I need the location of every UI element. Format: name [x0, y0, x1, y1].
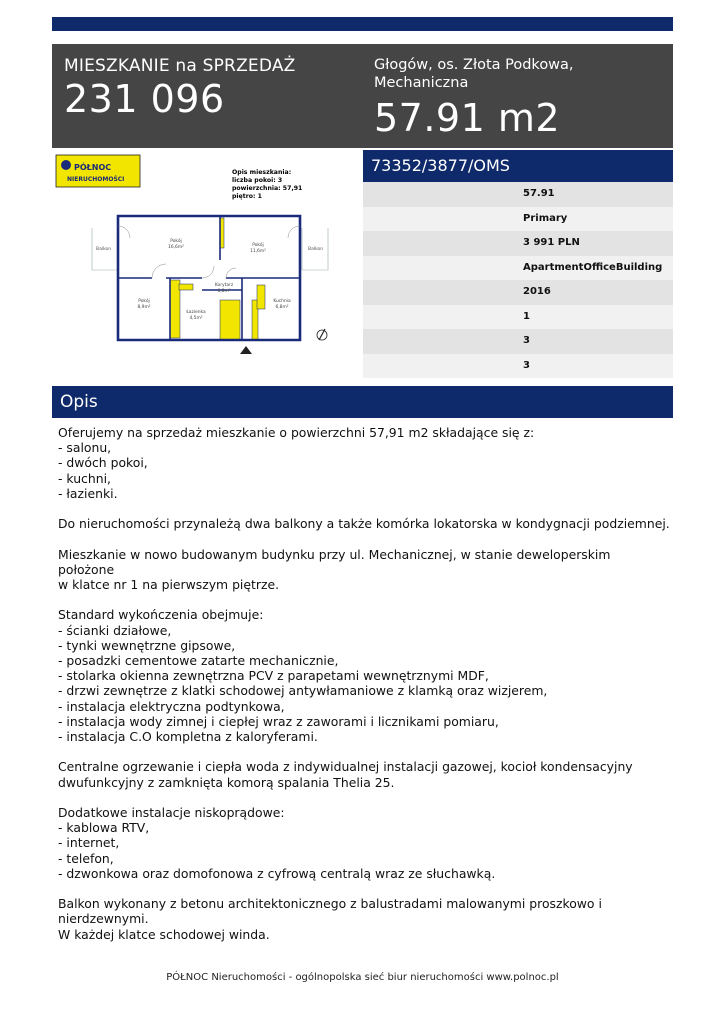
desc-line: - dwóch pokoi, [58, 455, 148, 471]
listing-location: Głogów, os. Złota Podkowa, Mechaniczna [374, 57, 574, 91]
desc-line: - ścianki działowe, [58, 622, 172, 638]
desc-line: Oferujemy na sprzedaż mieszkanie o powierzchni 57,91 m2 składające się z: [58, 425, 535, 440]
floor-plan [52, 150, 360, 374]
detail-row: 57.91 [363, 182, 673, 207]
page-footer: PÓŁNOC Nieruchomości - ogólnopolska sieć biur nieruchomości www.polnoc.pl [166, 972, 559, 983]
desc-line: - salonu, [58, 440, 112, 456]
desc-line: - instalacja elektryczna podtynkowa, [58, 698, 285, 714]
desc-line: - kablowa RTV, [58, 820, 150, 836]
desc-line: - internet, [58, 835, 120, 851]
header-right [374, 56, 664, 140]
plan-info-line: Opis mieszkania: [232, 169, 292, 176]
desc-line: Standard wykończenia obejmuje: [58, 607, 264, 623]
detail-row: ApartmentOfficeBuilding [363, 256, 673, 281]
desc-line: - instalacja wody zimnej i ciepłej wraz z zaworami i licznikami pomiaru, [58, 713, 499, 729]
detail-row: 1 [363, 305, 673, 330]
plan-walls [118, 216, 300, 340]
balkon-right-label: Balkon [308, 247, 324, 252]
details-panel [363, 150, 673, 378]
balconies [92, 228, 328, 270]
room-lazienka: Łazienka [186, 310, 206, 315]
desc-line: W każdej klatce schodowej winda. [58, 926, 270, 942]
detail-row: 3 [363, 329, 673, 354]
plan-info-line: piętro: 1 [232, 193, 262, 200]
listing-price: 231 096 [64, 77, 225, 121]
desc-line: dwufunkcyjny z zamknięta komorą spalania Thelia 25. [58, 774, 395, 790]
section-title: Opis [60, 392, 98, 412]
plan-info-line: powierzchnia: 57,91 [232, 185, 303, 192]
room-kuchnia: Kuchnia [273, 299, 291, 304]
desc-line: - tynki wewnętrzne gipsowe, [58, 637, 236, 653]
section-header [52, 386, 673, 418]
room-korytarz-area: 6,8m² [217, 289, 231, 294]
plan-fixtures [170, 218, 265, 340]
balkon-left-label: Balkon [96, 247, 112, 252]
detail-row: 3 [363, 354, 673, 379]
listing-ref: 73352/3877/OMS [363, 150, 673, 182]
desc-line: Dodatkowe instalacje niskoprądowe: [58, 805, 285, 820]
desc-line: - posadzki cementowe zatarte mechanicznie, [58, 653, 339, 668]
detail-row: Primary [363, 207, 673, 232]
desc-line: - telefon, [58, 850, 114, 866]
listing-header [52, 44, 673, 148]
listing-type: MIESZKANIE na SPRZEDAŻ [64, 56, 296, 76]
description [58, 425, 670, 942]
room-korytarz: Korytarz [214, 283, 234, 288]
room-pokoj3: Pokój [138, 299, 150, 304]
desc-line: - kuchni, [58, 470, 111, 486]
room-pokoj2: Pokój [252, 243, 264, 248]
room-lazienka-area: 4,5m² [189, 316, 203, 321]
desc-line: Centralne ogrzewanie i ciepła woda z indywidualnej instalacji gazowej, kocioł kondensacyjny [58, 759, 633, 775]
desc-line: - stolarka okienna zewnętrzna PCV z parapetami wewnętrznymi MDF, [58, 668, 489, 684]
room-kuchnia-area: 6,8m² [275, 305, 289, 310]
top-accent-bar [52, 17, 673, 31]
desc-line: - instalacja C.O kompletna z kaloryferami. [58, 729, 318, 745]
detail-row: 3 991 PLN [363, 231, 673, 256]
listing-area: 57.91 m2 [374, 96, 561, 140]
desc-line: - dzwonkowa oraz domofonowa z cyfrową centralą wraz ze słuchawką. [58, 865, 496, 881]
logo-line2: NIERUCHOMOŚCI [67, 176, 125, 183]
desc-line: Mieszkanie w nowo budowanym budynku przy ul. Mechanicznej, w stanie deweloperskim położone [58, 546, 611, 577]
desc-line: - łazienki. [58, 485, 118, 501]
room-pokoj1-area: 16,6m² [168, 245, 184, 250]
desc-line: Do nieruchomości przynależą dwa balkony a także komórka lokatorska w kondygnacji podziemnej. [58, 516, 670, 532]
door-swings [118, 226, 300, 278]
logo-line1: PÓŁNOC [74, 163, 112, 172]
entrance-arrow-icon [240, 346, 252, 354]
desc-line: - drzwi zewnętrze z klatki schodowej antywłamaniowe z klamką oraz wizjerem, [58, 683, 548, 699]
room-pokoj1: Pokój [170, 239, 182, 244]
room-pokoj2-area: 11,6m² [250, 249, 266, 254]
room-pokoj3-area: 8,9m² [137, 305, 151, 310]
desc-line: Balkon wykonany z betonu architektonicznego z balustradami malowanymi proszkowo i [58, 896, 602, 912]
header-left [64, 56, 296, 120]
company-logo [56, 155, 140, 187]
desc-line: w klatce nr 1 na pierwszym piętrze. [58, 577, 280, 592]
plan-info-line: liczba pokoi: 3 [232, 177, 283, 184]
plan-info [232, 169, 302, 200]
detail-row: 2016 [363, 280, 673, 305]
desc-line: nierdzewnymi. [58, 911, 149, 927]
compass-icon [317, 329, 327, 340]
